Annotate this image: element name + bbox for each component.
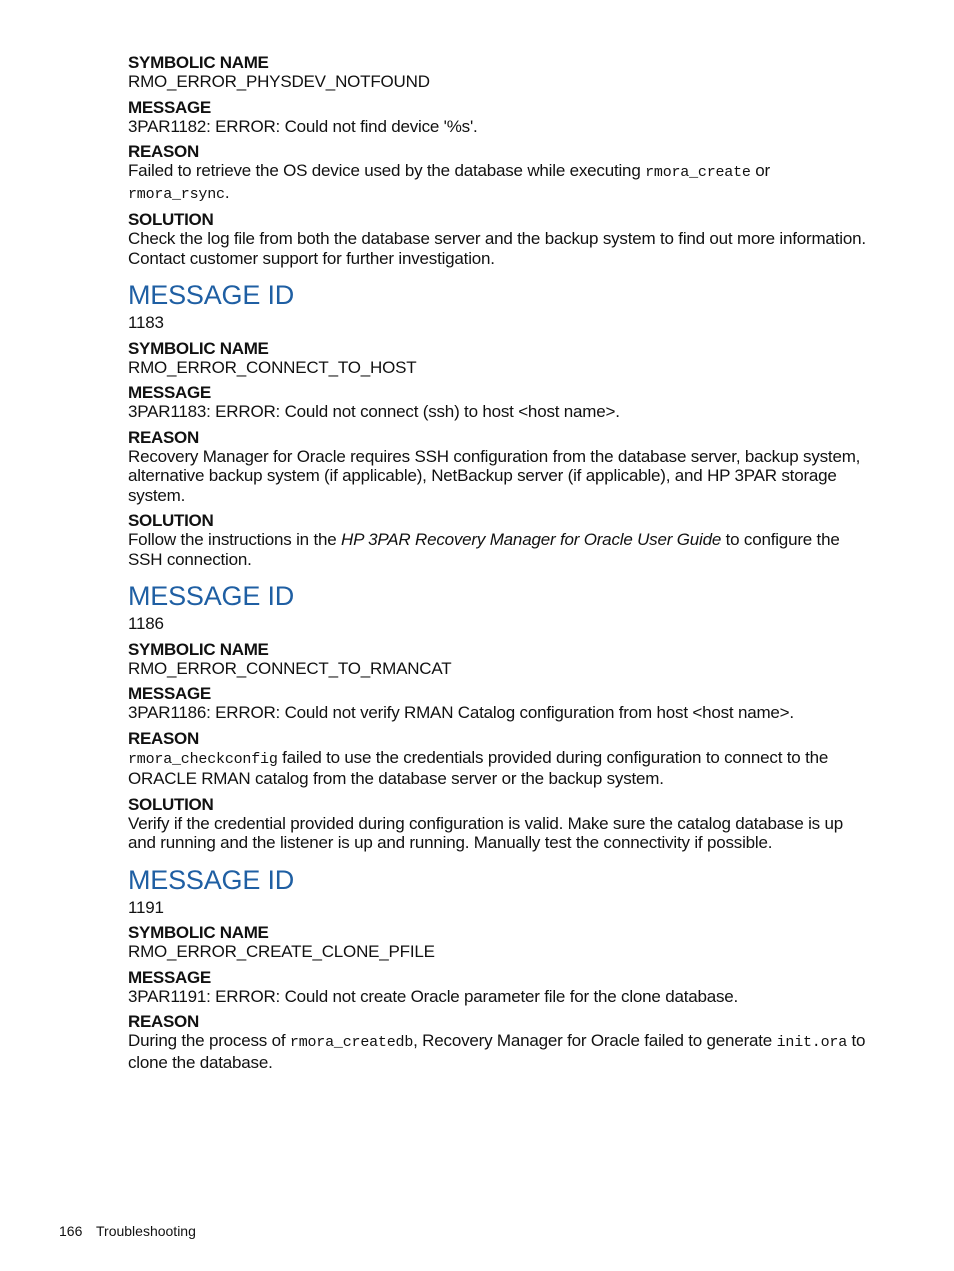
- message-value: 3PAR1191: ERROR: Could not create Oracle parameter file for the clone database.: [128, 986, 739, 1006]
- page-number: 166: [59, 1223, 83, 1239]
- code-text: rmora_create: [645, 164, 751, 181]
- reason-label: REASON: [128, 142, 199, 161]
- solution-value: Check the log file from both the database server and the backup system to find out more information. Contact customer support for further investigation.: [128, 229, 866, 268]
- symbolic-name-value: RMO_ERROR_CONNECT_TO_HOST: [128, 357, 417, 377]
- symbolic-name-value: RMO_ERROR_CONNECT_TO_RMANCAT: [128, 658, 452, 678]
- solution-label: SOLUTION: [128, 511, 214, 530]
- solution-value: Verify if the credential provided during configuration is valid. Make sure the catalog database is up and running and the listener is up and running. Manually test the connectivity if possible.: [128, 813, 844, 852]
- symbolic-name-label: SYMBOLIC NAME: [128, 338, 269, 358]
- code-text: init.ora: [776, 1034, 848, 1051]
- message-id-heading: MESSAGE ID: [128, 864, 295, 895]
- message-label: MESSAGE: [128, 684, 211, 703]
- code-text: rmora_createdb: [289, 1034, 414, 1051]
- symbolic-name-value: RMO_ERROR_CREATE_CLONE_PFILE: [128, 942, 435, 961]
- reason-value: Failed to retrieve the OS device used by the database while executing rmora_create or rmora_rsync.: [128, 161, 770, 203]
- guide-title: HP 3PAR Recovery Manager for Oracle User Guide: [341, 530, 722, 549]
- message-id-value: 1186: [128, 614, 164, 633]
- reason-value: rmora_checkconfig failed to use the credentials provided during configuration to connect to the ORACLE RMAN catalog from the database server or the backup system.: [128, 747, 829, 788]
- message-id-heading: MESSAGE ID: [128, 581, 295, 611]
- message-value: 3PAR1186: ERROR: Could not verify RMAN Catalog configuration from host <host name>.: [128, 703, 794, 722]
- reason-value: During the process of rmora_createdb, Recovery Manager for Oracle failed to generate init.ora to clone the database.: [128, 1031, 866, 1072]
- message-id-value: 1191: [128, 897, 164, 917]
- solution-value: Follow the instructions in the HP 3PAR Recovery Manager for Oracle User Guide to configure the SSH connection.: [128, 530, 840, 569]
- reason-label: REASON: [128, 427, 199, 447]
- symbolic-name-label: SYMBOLIC NAME: [128, 639, 269, 659]
- message-id-value: 1183: [128, 313, 164, 332]
- page-footer: [59, 1223, 206, 1239]
- message-value: 3PAR1183: ERROR: Could not connect (ssh) to host <host name>.: [128, 402, 620, 421]
- message-value: 3PAR1182: ERROR: Could not find device '%s'.: [128, 116, 478, 136]
- message-label: MESSAGE: [128, 967, 211, 987]
- solution-label: SOLUTION: [128, 794, 214, 814]
- section-title: Troubleshooting: [96, 1223, 196, 1239]
- message-id-heading: MESSAGE ID: [128, 280, 295, 310]
- code-text: rmora_rsync: [128, 185, 225, 203]
- document-page: [128, 53, 873, 1078]
- symbolic-name-value: RMO_ERROR_PHYSDEV_NOTFOUND: [128, 72, 430, 91]
- symbolic-name-label: SYMBOLIC NAME: [128, 53, 269, 72]
- code-text: rmora_checkconfig: [128, 750, 278, 768]
- message-label: MESSAGE: [128, 383, 211, 402]
- solution-label: SOLUTION: [128, 210, 214, 229]
- message-label: MESSAGE: [128, 97, 211, 117]
- reason-label: REASON: [128, 1012, 199, 1031]
- symbolic-name-label: SYMBOLIC NAME: [128, 923, 269, 942]
- reason-value: Recovery Manager for Oracle requires SSH configuration from the database server, backup system, alternative backup system (if applicable), NetBackup server (if applicable), and HP 3PAR storage system.: [128, 446, 861, 505]
- reason-label: REASON: [128, 728, 199, 748]
